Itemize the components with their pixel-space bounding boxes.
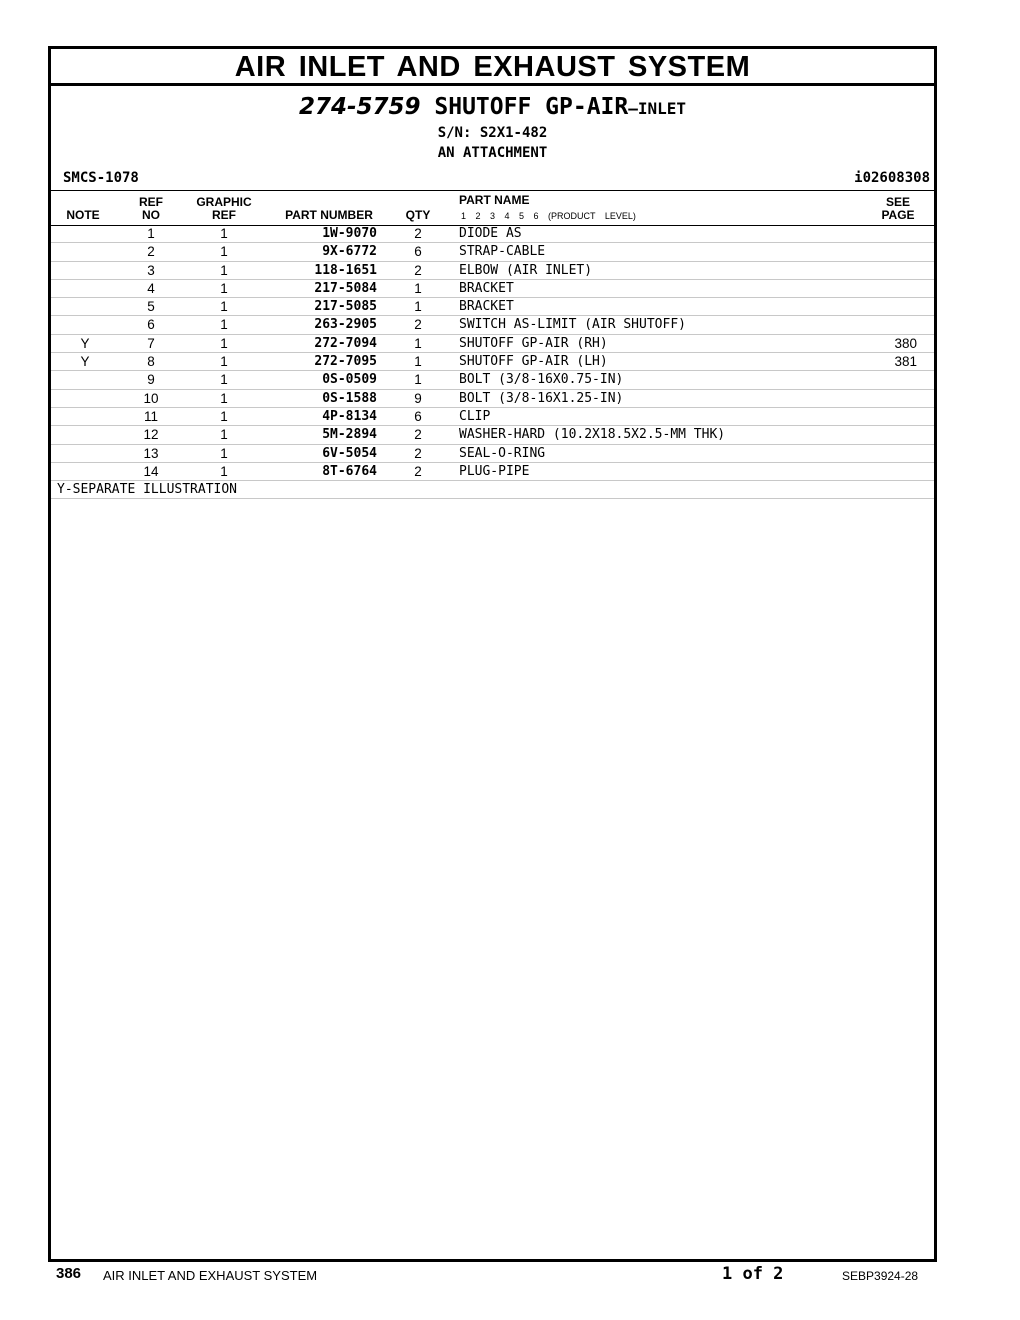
part-name-cell: WASHER-HARD (10.2X18.5X2.5-MM THK) (459, 427, 726, 443)
see-page-cell: 380 (894, 335, 917, 351)
graphic-ref-cell: 1 (220, 390, 228, 406)
page-footer (0, 1265, 1020, 1287)
table-row (51, 225, 934, 243)
qty-cell: 2 (414, 226, 422, 241)
part-number-cell: 118-1651 (314, 262, 377, 278)
ref-no-cell: 2 (147, 244, 155, 260)
table-row (51, 390, 934, 408)
ref-no-cell: 14 (143, 463, 159, 479)
col-graphic-bottom: REF (212, 208, 236, 222)
table-row (51, 298, 934, 316)
qty-cell: 2 (414, 427, 422, 443)
table-row (51, 426, 934, 444)
ref-no-cell: 11 (143, 408, 158, 424)
qty-cell: 1 (414, 335, 422, 351)
ref-no-cell: 6 (147, 317, 155, 333)
part-name-cell: BRACKET (459, 299, 514, 315)
graphic-ref-cell: 1 (220, 335, 228, 351)
graphic-ref-cell: 1 (220, 299, 228, 315)
graphic-ref-cell: 1 (220, 445, 228, 461)
part-name-cell: BOLT (3/8-16X1.25-IN) (459, 390, 624, 406)
part-number-cell: 9X-6772 (322, 244, 377, 260)
document-id: SEBP3924-28 (842, 1269, 919, 1283)
table-row (51, 463, 934, 481)
part-name-cell: CLIP (459, 408, 491, 424)
graphic-ref-cell: 1 (220, 317, 228, 333)
col-ref-top: REF (139, 195, 163, 209)
part-number-cell: 4P-8134 (322, 408, 377, 424)
part-name-cell: SWITCH AS-LIMIT (AIR SHUTOFF) (459, 317, 686, 333)
graphic-ref-cell: 1 (220, 408, 228, 424)
qty-cell: 2 (414, 262, 422, 278)
table-row (51, 316, 934, 334)
pagination: 1 of 2 (722, 1264, 784, 1284)
ref-no-cell: 8 (147, 354, 155, 370)
group-part-suffix: —INLET (628, 99, 687, 118)
note-cell: Y (80, 335, 90, 351)
part-name-cell: BOLT (3/8-16X0.75-IN) (459, 372, 624, 388)
part-number-cell: 217-5084 (314, 280, 377, 296)
ref-no-cell: 12 (143, 427, 159, 443)
col-qty: QTY (405, 208, 431, 222)
graphic-ref-cell: 1 (220, 280, 228, 296)
page-frame (48, 46, 937, 1262)
graphic-ref-cell: 1 (220, 463, 228, 479)
qty-cell: 9 (414, 390, 422, 406)
table-header (51, 190, 934, 226)
ref-no-cell: 9 (147, 372, 155, 388)
group-part-title: SHUTOFF GP-AIR (434, 94, 629, 120)
table-row (51, 243, 934, 261)
graphic-ref-cell: 1 (220, 244, 228, 260)
qty-cell: 1 (414, 372, 422, 388)
footer-section: AIR INLET AND EXHAUST SYSTEM (103, 1268, 318, 1283)
part-number-cell: 0S-1588 (322, 390, 377, 406)
part-number-cell: 5M-2894 (322, 427, 377, 443)
part-number-cell: 0S-0509 (322, 372, 377, 388)
table-row (51, 353, 934, 371)
col-see-bottom: PAGE (881, 208, 915, 222)
qty-cell: 1 (414, 280, 422, 296)
graphic-ref-cell: 1 (220, 262, 228, 278)
part-number-cell: 1W-9070 (322, 226, 377, 241)
qty-cell: 2 (414, 317, 422, 333)
footnote: Y-SEPARATE ILLUSTRATION (51, 481, 934, 499)
graphic-ref-cell: 1 (220, 427, 228, 443)
col-part-name: PART NAME (459, 193, 530, 207)
ref-no-cell: 10 (143, 390, 159, 406)
col-note: NOTE (66, 208, 100, 222)
illustration-id: i02608308 (854, 170, 930, 186)
ref-no-cell: 1 (147, 226, 155, 241)
part-name-cell: PLUG-PIPE (459, 463, 530, 479)
qty-cell: 2 (414, 463, 422, 479)
smcs-code: SMCS-1078 (63, 170, 139, 186)
graphic-ref-cell: 1 (220, 354, 228, 370)
col-product-levels: 1 2 3 4 5 6 (PRODUCT LEVEL) (461, 211, 636, 221)
part-number-cell: 272-7095 (314, 354, 377, 370)
part-number-cell: 8T-6764 (322, 463, 377, 479)
part-number-cell: 263-2905 (314, 317, 377, 333)
qty-cell: 1 (414, 299, 422, 315)
table-row (51, 280, 934, 298)
col-see-top: SEE (885, 195, 910, 209)
table-row (51, 335, 934, 353)
note-cell: Y (80, 354, 90, 370)
part-name-cell: ELBOW (AIR INLET) (459, 262, 593, 278)
ref-no-cell: 3 (147, 262, 155, 278)
qty-cell: 1 (414, 354, 422, 370)
see-page-cell: 381 (894, 354, 917, 370)
part-number-cell: 272-7094 (314, 335, 377, 351)
ref-no-cell: 7 (147, 335, 155, 351)
parts-table-body (51, 225, 934, 499)
group-part-number: 274-5759 (298, 94, 421, 120)
part-name-cell: SHUTOFF GP-AIR (LH) (459, 354, 608, 370)
group-heading (51, 94, 934, 122)
part-name-cell: DIODE AS (459, 226, 522, 241)
serial-number: S/N: S2X1-482 (437, 125, 548, 141)
page-title: AIR INLET AND EXHAUST SYSTEM (51, 49, 934, 86)
part-name-cell: SHUTOFF GP-AIR (RH) (459, 335, 608, 351)
table-row (51, 445, 934, 463)
ref-no-cell: 5 (147, 299, 155, 315)
part-name-cell: STRAP-CABLE (459, 244, 546, 260)
part-number-cell: 6V-5054 (322, 445, 377, 461)
table-row (51, 408, 934, 426)
part-number-cell: 217-5085 (314, 299, 377, 315)
qty-cell: 2 (414, 445, 422, 461)
col-part-number: PART NUMBER (285, 208, 373, 222)
attachment-note: AN ATTACHMENT (437, 145, 548, 161)
table-row (51, 371, 934, 389)
graphic-ref-cell: 1 (220, 226, 228, 241)
ref-no-cell: 4 (147, 280, 155, 296)
table-row (51, 262, 934, 280)
part-name-cell: SEAL-O-RING (459, 445, 546, 461)
qty-cell: 6 (414, 408, 422, 424)
part-name-cell: BRACKET (459, 280, 514, 296)
ref-no-cell: 13 (143, 445, 159, 461)
graphic-ref-cell: 1 (220, 372, 228, 388)
col-ref-bottom: NO (142, 208, 160, 222)
qty-cell: 6 (414, 244, 422, 260)
page-number: 386 (56, 1265, 82, 1282)
col-graphic-top: GRAPHIC (196, 195, 252, 209)
